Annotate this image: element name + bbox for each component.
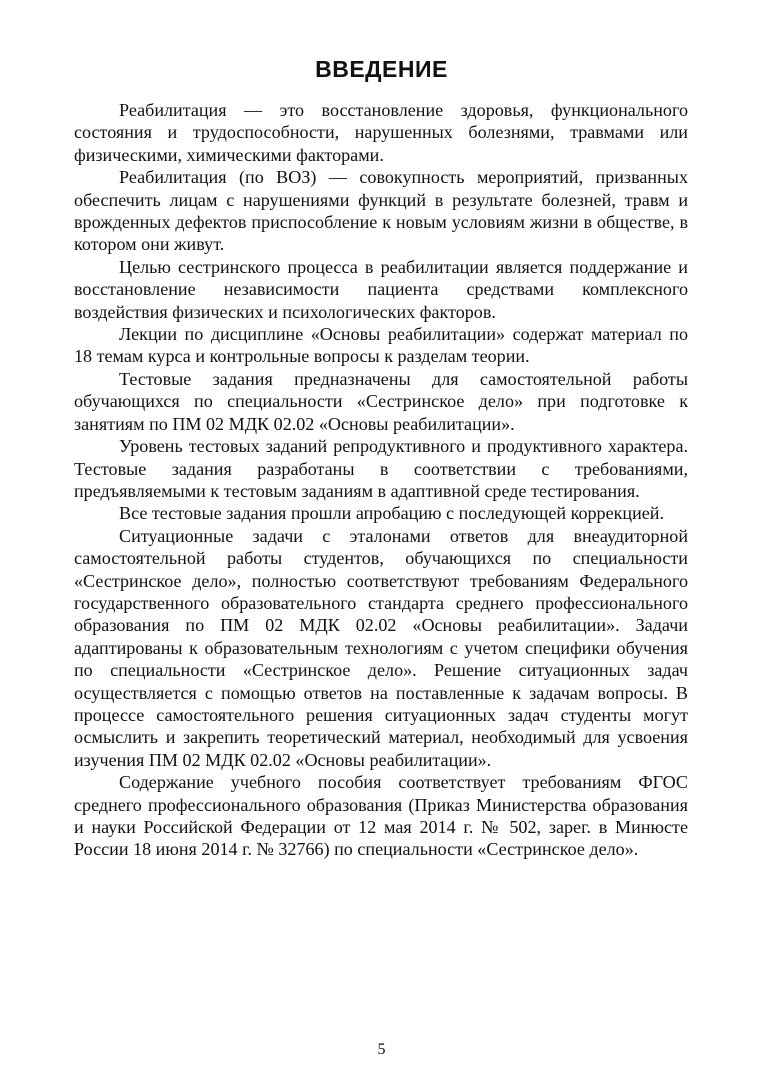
paragraph-2: Реабилитация (по ВОЗ) — совокупность мероприятий, призванных обеспечить лицам с нарушениями функций в результате болезней, травм и врожденных дефектов приспособление к новым условиям жизни в обществе, в котором они живут.	[74, 167, 688, 255]
body-text	[74, 99, 688, 861]
page-number: 5	[377, 1041, 386, 1058]
paragraph-1: Реабилитация — это восстановление здоровья, функционального состояния и трудоспособности, нарушенных болезнями, травмами или физическими, химическими факторами.	[74, 100, 688, 165]
paragraph-6: Уровень тестовых заданий репродуктивного и продуктивного характера. Тестовые задания разработаны в соответствии с требованиями, предъявляемыми к тестовым заданиям в адаптивной среде тестирования.	[74, 436, 688, 501]
paragraph-3: Целью сестринского процесса в реабилитации является поддержание и восстановление независимости пациента средствами комплексного воздействия физических и психологических факторов.	[74, 256, 688, 322]
paragraph-4: Лекции по дисциплине «Основы реабилитации» содержат материал по 18 темам курса и контрольные вопросы к разделам теории.	[74, 324, 688, 367]
paragraph-8: Ситуационные задачи с эталонами ответов для внеаудиторной самостоятельной работы студентов, обучающихся по специальности «Сестринское дело», полностью соответствуют требованиям Федерального государственного образовательного стандарта среднего профессионального образования по ПМ 02 МДК 02.02 «Основы реабилитации». Задачи адаптированы к образовательным технологиям с учетом специфики обучения по специальности «Сестринское дело». Решение ситуационных задач осуществляется с помощью ответов на поставленные к задачам вопросы. В процессе самостоятельного решения ситуационных задач студенты могут осмыслить и закрепить теоретический материал, необходимый для усвоения изучения ПМ 02 МДК 02.02 «Основы реабилитации».	[74, 525, 688, 770]
paragraph-5: Тестовые задания предназначены для самостоятельной работы обучающихся по специальности «Сестринское дело» при подготовке к занятиям по ПМ 02 МДК 02.02 «Основы реабилитации».	[74, 368, 688, 434]
paragraph-7: Все тестовые задания прошли апробацию с последующей коррекцией.	[119, 503, 665, 524]
page-title: ВВЕДЕНИЕ	[315, 56, 448, 82]
paragraph-9: Содержание учебного пособия соответствует требованиям ФГОС среднего профессионального образования (Приказ Министерства образования и науки Российской Федерации от 12 мая 2014 г. № 502, зарег. в Минюсте России 18 июня 2014 г. № 32766) по специальности «Сестринское дело».	[74, 772, 688, 860]
